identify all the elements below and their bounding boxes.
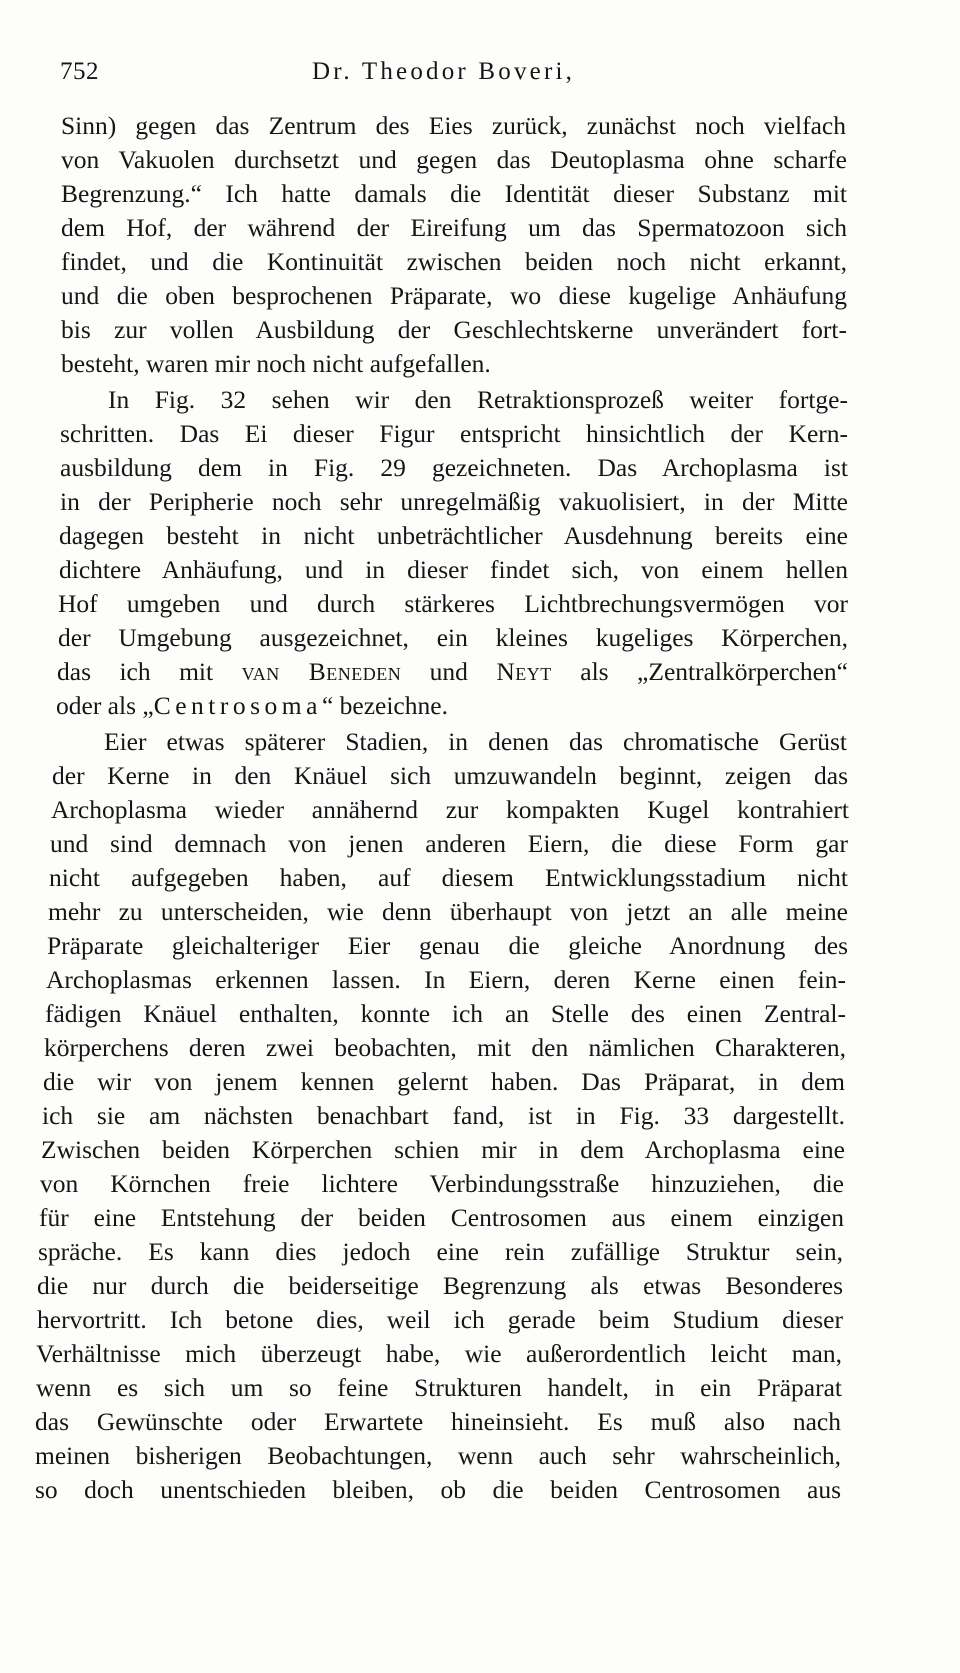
text-line: besteht, waren mir noch nicht aufgefallen.	[61, 349, 491, 378]
text-line: Archoplasmas erkennen lassen. In Eiern, deren Kerne einen fein-	[46, 965, 846, 994]
text-segment: das ich mit	[57, 657, 242, 686]
text-line: dichtere Anhäufung, und in dieser findet sich, von einem hellen	[59, 555, 848, 584]
text-line-with-term	[56, 689, 847, 723]
text-line-with-names	[57, 655, 848, 689]
text-line: die wir von jenem kennen gelernt haben. Das Präparat, in dem	[43, 1067, 845, 1096]
text-line: ausbildung dem in Fig. 29 gezeichneten. Das Archoplasma ist	[60, 453, 848, 482]
text-line: bis zur vollen Ausbildung der Geschlechtskerne unverändert fort-	[61, 315, 847, 344]
text-line: spräche. Es kann dies jedoch eine rein zufällige Struktur sein,	[38, 1237, 843, 1266]
text-line: von Vakuolen durchsetzt und gegen das Deutoplasma ohne scharfe	[61, 145, 847, 174]
page-header	[60, 58, 880, 98]
text-line: ich sie am nächsten benachbart fand, ist in Fig. 33 dargestellt.	[42, 1101, 845, 1130]
text-line: Begrenzung.“ Ich hatte damals die Identität dieser Substanz mit	[61, 179, 847, 208]
text-line: in der Peripherie noch sehr unregelmäßig vakuolisiert, in der Mitte	[60, 487, 848, 516]
text-line: so doch unentschieden bleiben, ob die beiden Centrosomen aus	[35, 1475, 841, 1504]
text-line: Präparate gleichalteriger Eier genau die gleiche Anordnung des	[47, 931, 848, 960]
running-head: Dr. Theodor Boveri,	[312, 58, 576, 85]
text-line: meinen bisherigen Beobachtungen, wenn auch sehr wahrscheinlich,	[35, 1441, 841, 1470]
author-name-neyt: Neyt	[496, 657, 552, 686]
spaced-term-centrosoma: Centrosoma	[153, 691, 322, 720]
text-line: Verhältnisse mich überzeugt habe, wie außerordentlich leicht man,	[36, 1339, 842, 1368]
text-line: Sinn) gegen das Zentrum des Eies zurück, zunächst noch vielfach	[61, 111, 846, 140]
text-line: und sind demnach von jenen anderen Eiern, die diese Form gar	[50, 829, 848, 858]
text-line: findet, und die Kontinuität zwischen beiden noch nicht erkannt,	[61, 247, 847, 276]
text-segment: oder als „	[56, 691, 154, 720]
text-segment: als „Zentralkörperchen“	[551, 657, 849, 686]
text-line: nicht aufgegeben haben, auf diesem Entwicklungsstadium nicht	[49, 863, 848, 892]
text-line: von Körnchen freie lichtere Verbindungsstraße hinzuziehen, die	[40, 1169, 844, 1198]
text-line: Zwischen beiden Körperchen schien mir in dem Archoplasma eine	[41, 1135, 845, 1164]
text-line: In Fig. 32 sehen wir den Retraktionsprozeß weiter fortge-	[108, 385, 848, 414]
page-number: 752	[60, 58, 99, 85]
text-line: wenn es sich um so feine Strukturen handelt, in ein Präparat	[36, 1373, 842, 1402]
text-line: fädigen Knäuel enthalten, konnte ich an Stelle des einen Zentral-	[45, 999, 846, 1028]
text-line: der Kerne in den Knäuel sich umzuwandeln beginnt, zeigen das	[52, 761, 848, 790]
text-line: hervortritt. Ich betone dies, weil ich gerade beim Studium dieser	[37, 1305, 843, 1334]
text-line: für eine Entstehung der beiden Centrosomen aus einem einzigen	[39, 1203, 844, 1232]
text-line: die nur durch die beiderseitige Begrenzung als etwas Besonderes	[37, 1271, 843, 1300]
text-line: mehr zu unterscheiden, wie denn überhaupt von jetzt an alle meine	[48, 897, 848, 926]
text-line: schritten. Das Ei dieser Figur entspricht hinsichtlich der Kern-	[60, 419, 848, 448]
text-segment: und	[401, 657, 497, 686]
text-line: Eier etwas späterer Stadien, in denen das chromatische Gerüst	[104, 727, 847, 756]
text-line: das Gewünschte oder Erwartete hineinsieht. Es muß also nach	[35, 1407, 841, 1436]
text-segment: “ bezeichne.	[321, 691, 448, 720]
text-line: der Umgebung ausgezeichnet, ein kleines kugeliges Körperchen,	[58, 623, 848, 652]
text-line: dem Hof, der während der Eireifung um das Spermatozoon sich	[61, 213, 847, 242]
text-line: körperchens deren zwei beobachten, mit den nämlichen Charakteren,	[44, 1033, 846, 1062]
text-line: dagegen besteht in nicht unbeträchtlicher Ausdehnung bereits eine	[59, 521, 848, 550]
author-name-van-beneden: van Beneden	[241, 657, 402, 686]
text-line: Hof umgeben und durch stärkeres Lichtbrechungsvermögen vor	[58, 589, 848, 618]
text-line: Archoplasma wieder annähernd zur kompakten Kugel kontrahiert	[51, 795, 849, 824]
text-line: und die oben besprochenen Präparate, wo diese kugelige Anhäufung	[61, 281, 847, 310]
